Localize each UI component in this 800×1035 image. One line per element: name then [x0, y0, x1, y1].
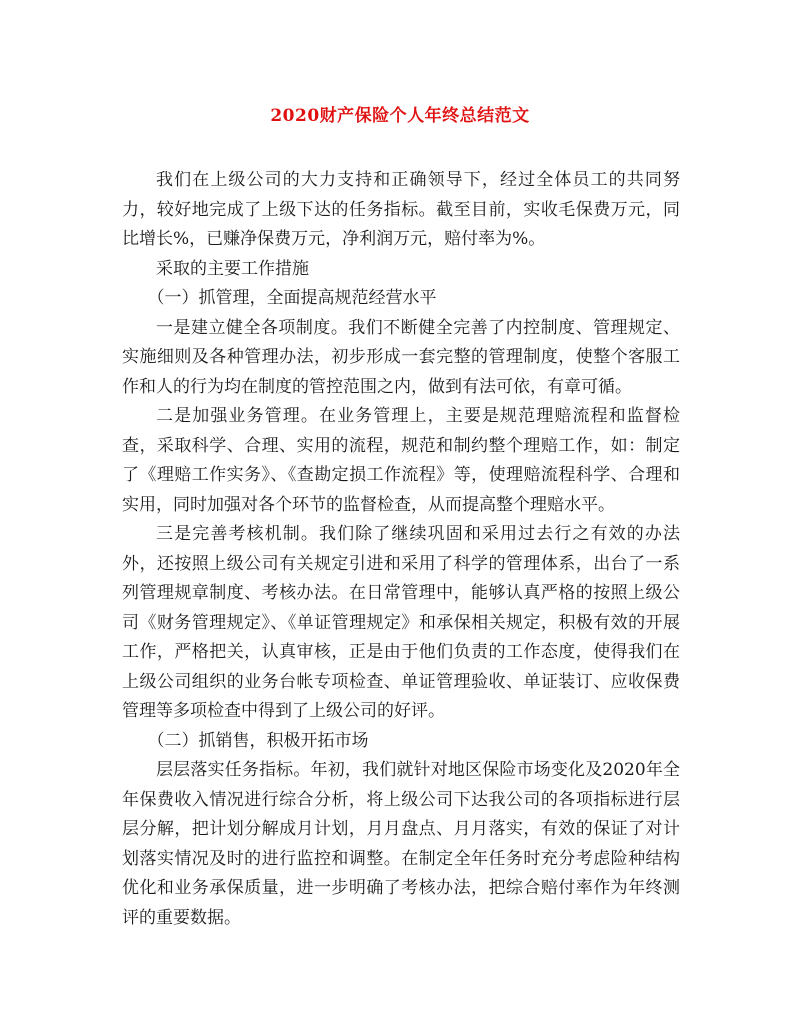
paragraph-business-management: 二是加强业务管理。在业务管理上，主要是规范理赔流程和监督检查，采取科学、合理、实用的流程，规范和制约整个理赔工作，如：制定了《理赔工作实务》、《查勘定损工作流程》等，使理赔流程科学、合理和实用，同时加强对各个环节的监督检查，从而提高整个理赔水平。 [122, 406, 680, 515]
paragraph-rules: 一是建立健全各项制度。我们不断健全完善了内控制度、管理规定、实施细则及各种管理办法，初步形成一套完整的管理制度，使整个客服工作和人的行为均在制度的管控范围之内，做到有法可依，有章可循。 [122, 317, 680, 397]
subsection-heading-sales: （二）抓销售，积极开拓市场 [147, 730, 369, 751]
paragraph-assessment: 三是完善考核机制。我们除了继续巩固和采用过去行之有效的办法外，还按照上级公司有关规定引进和采用了科学的管理体系，出台了一系列管理规章制度、考核办法。在日常管理中，能够认真严格的按照上级公司《财务管理规定》、《单证管理规定》和承保相关规定，积极有效的开展工作，严格把关，认真审核，正是由于他们负责的工作态度，使得我们在上级公司组织的业务台帐专项检查、单证管理验收、单证装订、应收保费管理等多项检查中得到了上级公司的好评。 [122, 524, 680, 721]
subsection-heading-management: （一）抓管理，全面提高规范经营水平 [147, 288, 437, 308]
document-title: 2020财产保险个人年终总结范文 [270, 106, 530, 126]
document-body [122, 166, 680, 933]
paragraph-targets: 层层落实任务指标。年初，我们就针对地区保险市场变化及2020年全年保费收入情况进行综合分析，将上级公司下达我公司的各项指标进行层层分解，把计划分解成月计划，月月盘点、月月落实，有效的保证了对计划落实情况及时的进行监控和调整。在制定全年任务时充分考虑险种结构优化和业务承保质量，进一步明确了考核办法，把综合赔付率作为年终测评的重要数据。 [122, 760, 680, 928]
paragraph-intro: 我们在上级公司的大力支持和正确领导下，经过全体员工的共同努力，较好地完成了上级下达的任务指标。截至目前，实收毛保费万元，同比增长%，已赚净保费万元，净利润万元，赔付率为%。 [122, 170, 680, 249]
section-heading-measures: 采取的主要工作措施 [156, 258, 309, 279]
